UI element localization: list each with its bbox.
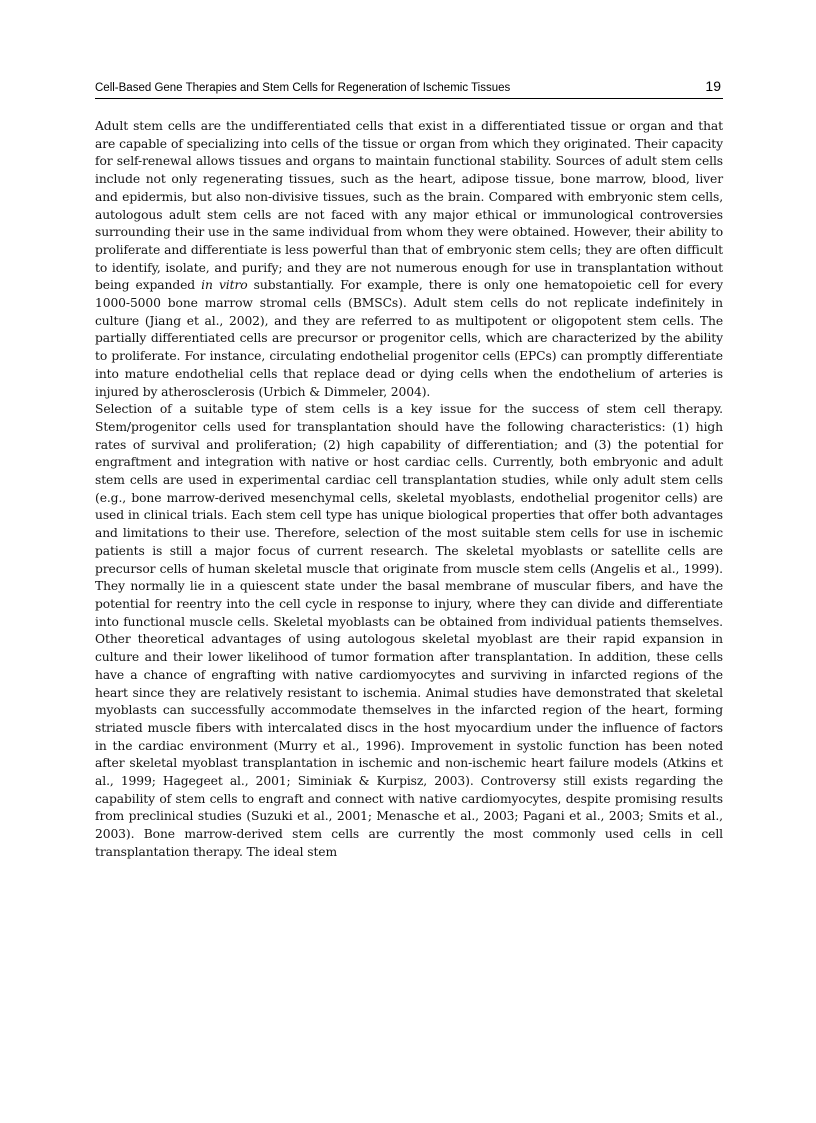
- italic-term: in vitro: [201, 278, 248, 293]
- running-header-title: Cell-Based Gene Therapies and Stem Cells for Regeneration of Ischemic Tissues: [95, 82, 511, 94]
- paragraph-adult-stem-cells: [95, 118, 723, 401]
- paragraph-stem-cell-selection: Selection of a suitable type of stem cells is a key issue for the success of stem cell therapy. Stem/progenitor cells used for transplantation should have the following characteristics: (1) high rates of survival and proliferation; (2) high capability of differentiation; and (3) the potential for engraftment and integration with native or host cardiac cells. Currently, both embryonic and adult stem cells are used in experimental cardiac cell transplantation studies, while only adult stem cells (e.g., bone marrow-derived mesenchymal cells, skeletal myoblasts, endothelial progenitor cells) are used in clinical trials. Each stem cell type has unique biological properties that offer both advantages and limitations to their use. Therefore, selection of the most suitable stem cells for use in ischemic patients is still a major focus of current research. The skeletal myoblasts or satellite cells are precursor cells of human skeletal muscle that originate from muscle stem cells (Angelis et al., 1999). They normally lie in a quiescent state under the basal membrane of muscular fibers, and have the potential for reentry into the cell cycle in response to injury, where they can divide and differentiate into functional muscle cells. Skeletal myoblasts can be obtained from individual patients themselves. Other theoretical advantages of using autologous skeletal myoblast are their rapid expansion in culture and their lower likelihood of tumor formation after transplantation. In addition, these cells have a chance of engrafting with native cardiomyocytes and surviving in infarcted regions of the heart since they are relatively resistant to ischemia. Animal studies have demonstrated that skeletal myoblasts can successfully accommodate themselves in the infarcted region of the heart, forming striated muscle fibers with intercalated discs in the host myocardium under the influence of factors in the cardiac environment (Murry et al., 1996). Improvement in systolic function has been noted after skeletal myoblast transplantation in ischemic and non-ischemic heart failure models (Atkins et al., 1999; Hagegeet al., 2001; Siminiak & Kurpisz, 2003). Controversy still exists regarding the capability of stem cells to engraft and connect with native cardiomyocytes, despite promising results from preclinical studies (Suzuki et al., 2001; Menasche et al., 2003; Pagani et al., 2003; Smits et al., 2003). Bone marrow-derived stem cells are currently the most commonly used cells in cell transplantation therapy. The ideal stem: [95, 402, 723, 859]
- running-header: [95, 80, 723, 99]
- page-number: 19: [705, 78, 721, 94]
- paragraph-text: Adult stem cells are the undifferentiated cells that exist in a differentiated tissue or organ and that are capable of specializing into cells of the tissue or organ from which they originated. Their capacity for self-renewal allows tissues and organs to maintain functional stability. Sources of adult stem cells include not only regenerating tissues, such as the heart, adipose tissue, bone marrow, blood, liver and epidermis, but also non-divisive tissues, such as the brain. Compared with embryonic stem cells, autologous adult stem cells are not faced with any major ethical or immunological controversies surrounding their use in the same individual from whom they were obtained. However, their ability to proliferate and differentiate is less powerful than that of embryonic stem cells; they are often difficult to identify, isolate, and purify; and they are not numerous enough for use in transplantation without being expanded: [95, 119, 723, 293]
- body-text: [95, 118, 723, 862]
- paragraph-text: substantially. For example, there is only one hematopoietic cell for every 1000-5000 bone marrow stromal cells (BMSCs). Adult stem cells do not replicate indefinitely in culture (Jiang et al., 2002), and they are referred to as multipotent or oligopotent stem cells. The partially differentiated cells are precursor or progenitor cells, which are characterized by the ability to proliferate. For instance, circulating endothelial progenitor cells (EPCs) can promptly differentiate into mature endothelial cells that replace dead or dying cells when the endothelium of arteries is injured by atherosclerosis (Urbich & Dimmeler, 2004).: [95, 278, 723, 399]
